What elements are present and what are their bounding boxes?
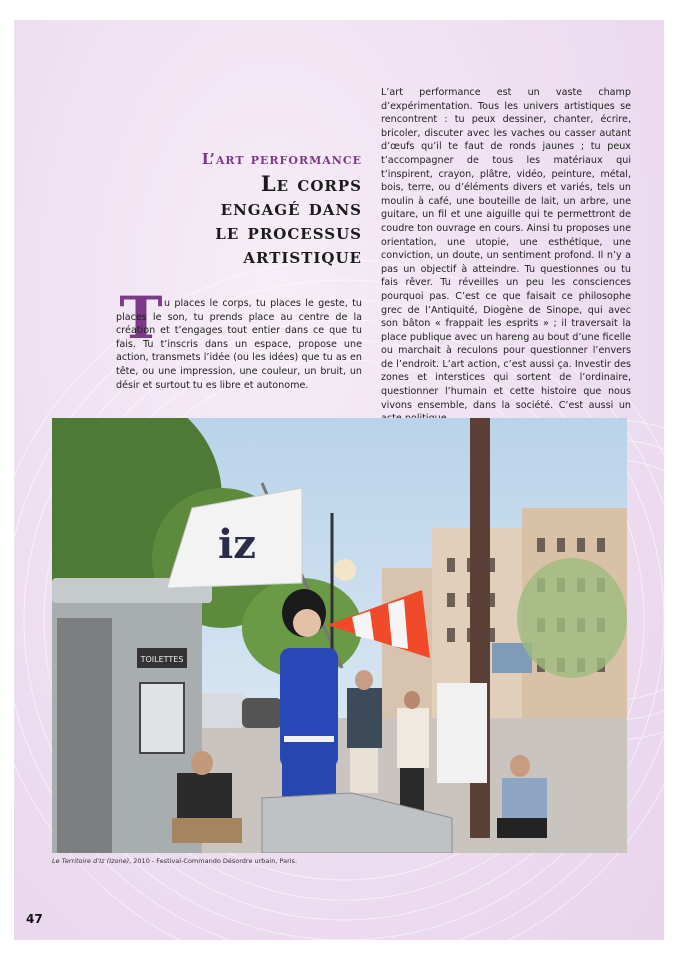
title-line: artistique [243,243,362,268]
performance-photo [52,418,627,853]
article-title [102,172,362,268]
title-line: le processus [215,219,362,244]
title-line: engagé dans [220,195,362,220]
caption-title: Le Territoire d’Iz (Izone) [52,857,130,865]
body-text: L’art performance est un vaste champ d’expérimentation. Tous les univers artistiques se rencontrent : tu peux dessiner, chanter, écrire, bricoler, discuter avec les vaches ou casser autant d’œufs qu’il te faut de ronds jaunes ; tu peux t’accompagner de tous les matériaux qui t’inspirent, crayon, plâtre, vidéo, peinture, métal, bois, terre, ou d’éléments divers et variés, tels un moulin à café, une bouteille de lait, un arbre, une guitare, un fil et une aiguille qui te permettront de coudre ton ouvrage en cours. Ainsi tu proposes une orientation, une utopie, une esthétique, une conviction, un doute, un sentiment profond. Il n’y a pas un objectif à atteindre. Tu questionnes ou tu fais rêver. Tu réveilles un peu les consciences pourquoi pas. C’est ce que faisait ce philosophe grec de l’Antiquité, Diogène de Sinope, qui avec son bâton « frappait les esprits » ; il traversait la place publique avec un hareng au bout d’une ficelle ou marchait à reculons pour questionner l’envers de l’endroit. L’art action, c’est aussi ça. Investir des zones et interstices qui sortent de l’ordinaire, questionner l’humain et cette histoire que nous vivons ensemble, dans la société. C’est aussi un [381,87,631,411]
title-line: Le corps [260,171,362,196]
photo-caption [52,857,552,865]
lede-text: u places le corps, tu places le geste, tu places le son, tu prends place au centre de la création et t’engages tout entier dans ce que tu fais. Tu t’inscris dans un espace, propose une action, transmets l’idée (ou les idées) que tu as en tête, ou une impression, une couleur, un bruit, un désir et surtout tu es libre et autonome. [116,298,362,391]
page-number: 47 [26,912,43,926]
lede-paragraph [116,297,362,392]
drop-cap: T [119,284,163,352]
article-kicker: L’art performance [201,150,362,168]
flag-text: iz [218,521,256,568]
caption-details: , 2010 - Festival-Commando Désordre urbain, Paris. [129,857,298,865]
photo-illustration [52,418,627,853]
kiosk-sign: TOILETTES [140,655,184,664]
body-column [381,86,631,426]
